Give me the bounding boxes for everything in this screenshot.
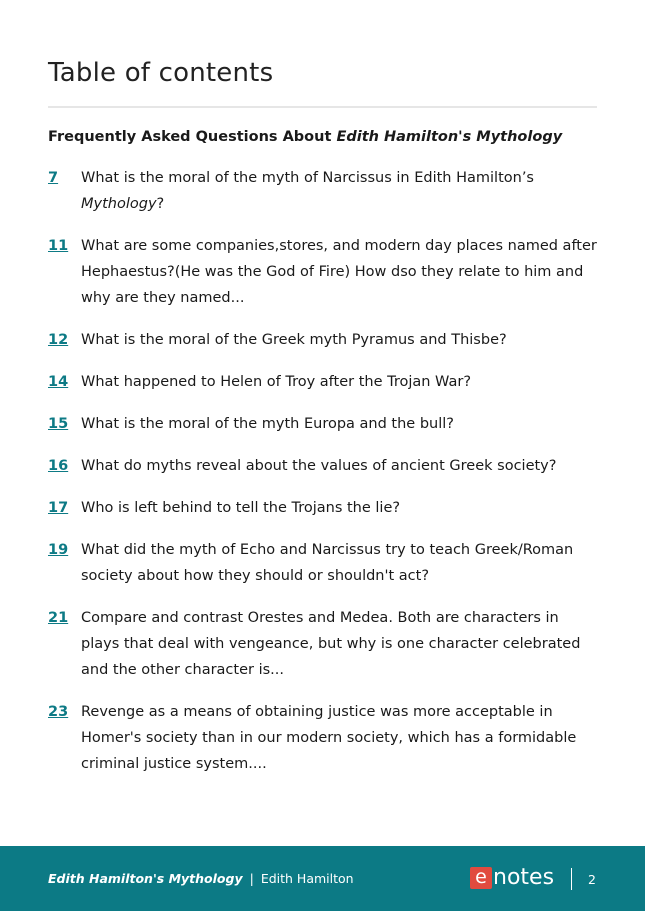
toc-question-text: What are some companies,stores, and modern day places named after Hephaestus?(He was the God of Fire) How dso they relate to him and why are they named... bbox=[81, 238, 597, 306]
toc-item bbox=[48, 537, 600, 589]
toc-item bbox=[48, 233, 600, 311]
toc-item bbox=[48, 165, 600, 217]
toc-question bbox=[81, 165, 600, 217]
toc-question bbox=[81, 369, 600, 395]
enotes-logo-text: notes bbox=[493, 865, 555, 890]
section-heading bbox=[48, 129, 562, 145]
toc-question bbox=[81, 537, 600, 589]
section-heading-title: Edith Hamilton's Mythology bbox=[336, 129, 563, 145]
toc-question bbox=[81, 233, 600, 311]
footer-author: Edith Hamilton bbox=[260, 871, 354, 886]
footer-separator: | bbox=[249, 871, 254, 886]
toc-item bbox=[48, 453, 600, 479]
page-number: 2 bbox=[588, 872, 596, 887]
toc-page-link[interactable]: 12 bbox=[48, 332, 69, 348]
toc-question bbox=[81, 495, 600, 521]
footer-divider bbox=[571, 868, 572, 890]
page-title: Table of contents bbox=[48, 58, 274, 88]
toc-item bbox=[48, 605, 600, 683]
enotes-logo[interactable] bbox=[470, 866, 554, 890]
toc-question bbox=[81, 453, 600, 479]
toc-question-text: What do myths reveal about the values of ancient Greek society? bbox=[81, 458, 557, 474]
toc-item bbox=[48, 369, 600, 395]
toc-page-link[interactable]: 15 bbox=[48, 416, 69, 432]
toc-page-link[interactable]: 23 bbox=[48, 704, 69, 720]
section-heading-prefix: Frequently Asked Questions About bbox=[48, 129, 337, 145]
footer-book-title: Edith Hamilton's Mythology bbox=[48, 871, 243, 886]
toc-item bbox=[48, 699, 600, 777]
title-divider bbox=[48, 106, 597, 108]
toc-question-text: What is the moral of the myth of Narcissus in Edith Hamilton’s bbox=[81, 170, 534, 186]
toc-item bbox=[48, 327, 600, 353]
toc-page-link[interactable]: 19 bbox=[48, 542, 69, 558]
toc-question bbox=[81, 327, 600, 353]
toc-item bbox=[48, 411, 600, 437]
toc-page-link[interactable]: 14 bbox=[48, 374, 69, 390]
toc-question bbox=[81, 699, 600, 777]
toc-question-text: What is the moral of the myth Europa and the bull? bbox=[81, 416, 454, 432]
footer bbox=[0, 846, 645, 911]
toc-page-link[interactable]: 11 bbox=[48, 238, 69, 254]
footer-book-info bbox=[48, 871, 354, 886]
toc-item bbox=[48, 495, 600, 521]
toc-question-text: What happened to Helen of Troy after the Trojan War? bbox=[81, 374, 472, 390]
toc-question-suffix: ? bbox=[156, 196, 165, 212]
toc-page-link[interactable]: 16 bbox=[48, 458, 69, 474]
toc-question bbox=[81, 605, 600, 683]
toc-question bbox=[81, 411, 600, 437]
toc-page-link[interactable]: 7 bbox=[48, 170, 59, 186]
toc-question-italic: Mythology bbox=[81, 196, 157, 212]
toc-page-link[interactable]: 17 bbox=[48, 500, 69, 516]
toc-question-text: What is the moral of the Greek myth Pyramus and Thisbe? bbox=[81, 332, 507, 348]
enotes-logo-e-icon: e bbox=[470, 867, 492, 889]
toc-page-link[interactable]: 21 bbox=[48, 610, 69, 626]
toc-question-text: What did the myth of Echo and Narcissus try to teach Greek/Roman society about how they should or shouldn't act? bbox=[81, 542, 574, 584]
toc-question-text: Who is left behind to tell the Trojans the lie? bbox=[81, 500, 401, 516]
toc-list bbox=[48, 165, 600, 793]
toc-question-text: Revenge as a means of obtaining justice was more acceptable in Homer's society than in our modern society, which has a formidable criminal justice system.... bbox=[81, 704, 577, 772]
toc-question-text: Compare and contrast Orestes and Medea. Both are characters in plays that deal with vengeance, but why is one character celebrated and the other character is... bbox=[81, 610, 581, 678]
